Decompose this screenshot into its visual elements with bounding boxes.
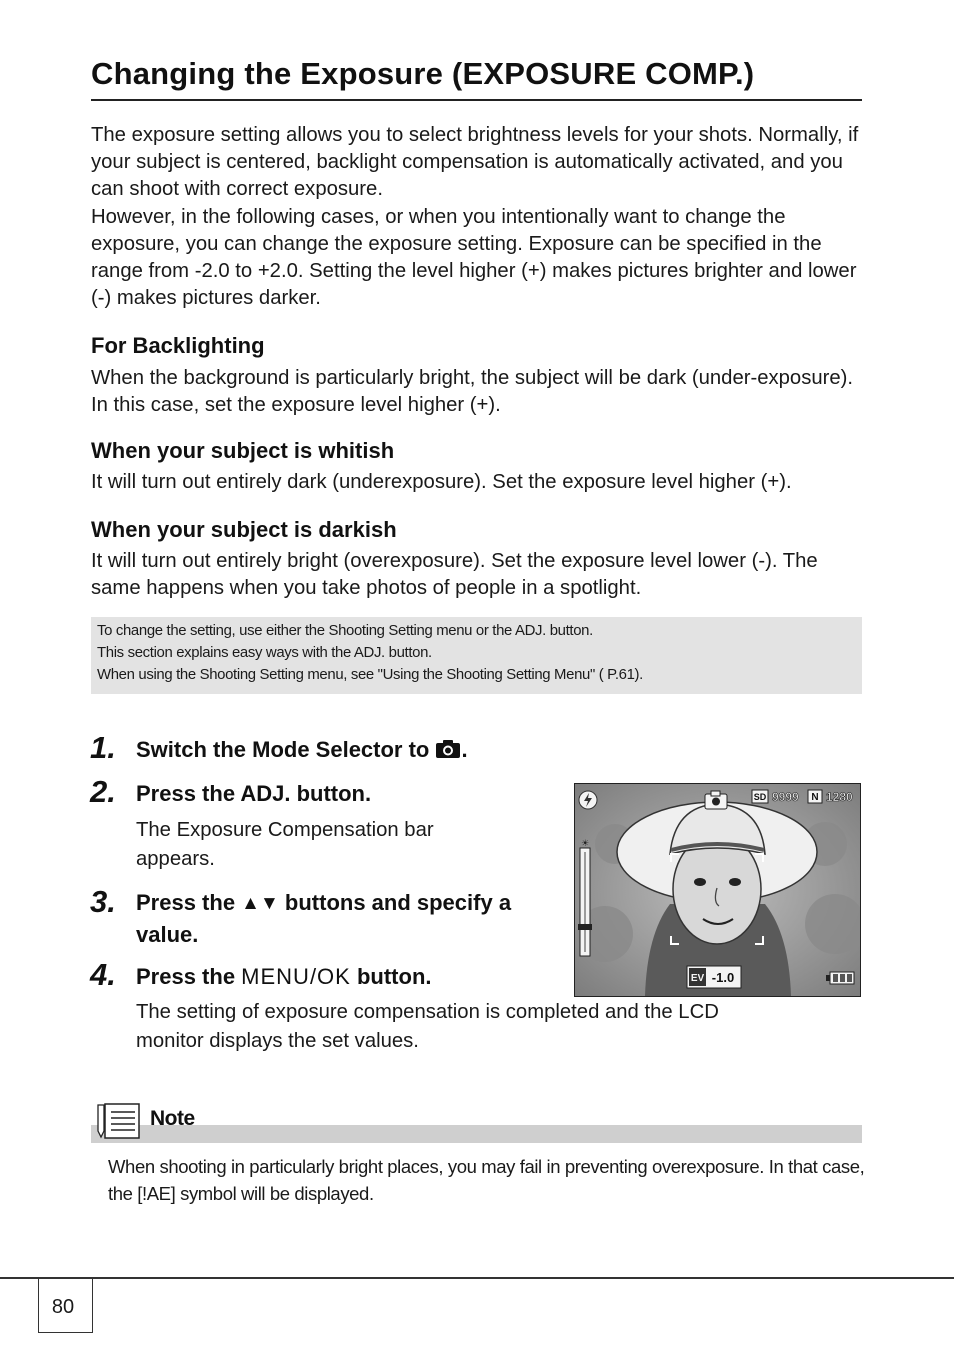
sd-label: SD bbox=[753, 792, 767, 802]
step-sub-2: The Exposure Compensation bar appears. bbox=[136, 819, 434, 870]
step-4-text-before: Press the bbox=[136, 964, 242, 989]
section-body-backlighting: When the background is particularly bright, the subject will be dark (under-exposure). In this case, set the exposure level higher (+). bbox=[91, 367, 854, 417]
menu-ok-label: MENU/OK bbox=[241, 964, 351, 989]
ev-value: -1.0 bbox=[711, 970, 735, 985]
step-1-text-after: . bbox=[461, 737, 468, 762]
section-heading-backlighting: For Backlighting bbox=[91, 333, 265, 358]
info-box bbox=[91, 617, 862, 694]
step-text-1 bbox=[136, 734, 468, 765]
quality-label: N bbox=[811, 792, 819, 803]
note-header-bar bbox=[91, 1125, 862, 1143]
title-rule bbox=[91, 99, 862, 101]
step-text-2: Press the ADJ. button. bbox=[136, 781, 372, 806]
lcd-svg bbox=[575, 784, 860, 996]
step-4-text-after: button. bbox=[350, 964, 432, 989]
footer-rule bbox=[0, 1277, 954, 1279]
note-pad-icon bbox=[95, 1101, 143, 1141]
step-text-3 bbox=[136, 887, 566, 950]
section-body-whitish: It will turn out entirely dark (underexposure). Set the exposure level higher (+). bbox=[91, 471, 792, 493]
battery-icon bbox=[826, 972, 854, 984]
step-number-4: 4. bbox=[90, 957, 116, 992]
flash-icon bbox=[579, 791, 597, 809]
step-number-3: 3. bbox=[90, 884, 116, 919]
step-sub-4: The setting of exposure compensation is completed and the LCD monitor displays the set values. bbox=[136, 1001, 719, 1052]
step-text-4 bbox=[136, 961, 432, 992]
info-line-1: To change the setting, use either the Shooting Setting menu or the ADJ. button. bbox=[97, 622, 593, 639]
left-eye bbox=[694, 878, 706, 886]
camera-icon bbox=[435, 736, 461, 756]
note-label: Note bbox=[150, 1107, 195, 1130]
mode-camera-icon bbox=[705, 791, 727, 809]
info-line-3: When using the Shooting Setting menu, see "Using the Shooting Setting Menu" ( P.61). bbox=[97, 666, 643, 683]
note-body: When shooting in particularly bright places, you may fail in preventing overexposure. In that case, the [!AE] symbol will be displayed. bbox=[108, 1156, 865, 1204]
section-heading-whitish: When your subject is whitish bbox=[91, 438, 395, 463]
intro-text bbox=[91, 122, 871, 312]
exposure-bar-marker bbox=[578, 924, 592, 930]
step-number-2: 2. bbox=[90, 774, 116, 809]
info-line-2: This section explains easy ways with the ADJ. button. bbox=[97, 644, 432, 661]
step-3-text-before: Press the bbox=[136, 890, 242, 915]
step-3-text-after: buttons and specify a value. bbox=[136, 890, 512, 947]
up-down-arrows-icon: ▲▼ bbox=[241, 893, 279, 914]
step-1-text-before: Switch the Mode Selector to bbox=[136, 737, 436, 762]
lcd-screen-illustration bbox=[574, 783, 861, 997]
right-eye bbox=[729, 878, 741, 886]
image-size: 1280 bbox=[826, 790, 853, 804]
section-body-darkish: It will turn out entirely bright (overexposure). Set the exposure level lower (-). The same happens when you take photos of people in a spotlight. bbox=[91, 550, 818, 600]
sun-plus-icon: ☀ bbox=[580, 839, 590, 849]
page-number: 80 bbox=[51, 1296, 75, 1318]
page-title: Changing the Exposure (EXPOSURE COMP.) bbox=[91, 56, 755, 91]
section-heading-darkish: When your subject is darkish bbox=[91, 517, 397, 542]
intro-paragraph-2: However, in the following cases, or when you intentionally want to change the exposure, you can change the exposure setting. Exposure can be specified in the range from -2.0 to +2.0. Setting the level higher (+) makes pictures brighter and lower (-) makes pictures darker. bbox=[91, 205, 857, 310]
exposure-bar bbox=[578, 839, 592, 956]
step-number-1: 1. bbox=[90, 730, 116, 765]
shots-remaining: 9999 bbox=[772, 790, 799, 804]
ev-label: EV bbox=[690, 973, 705, 984]
intro-paragraph-1: The exposure setting allows you to select brightness levels for your shots. Normally, if your subject is centered, backlight compensation is automatically activated, and you can shoot with correct exposure. bbox=[91, 124, 859, 201]
